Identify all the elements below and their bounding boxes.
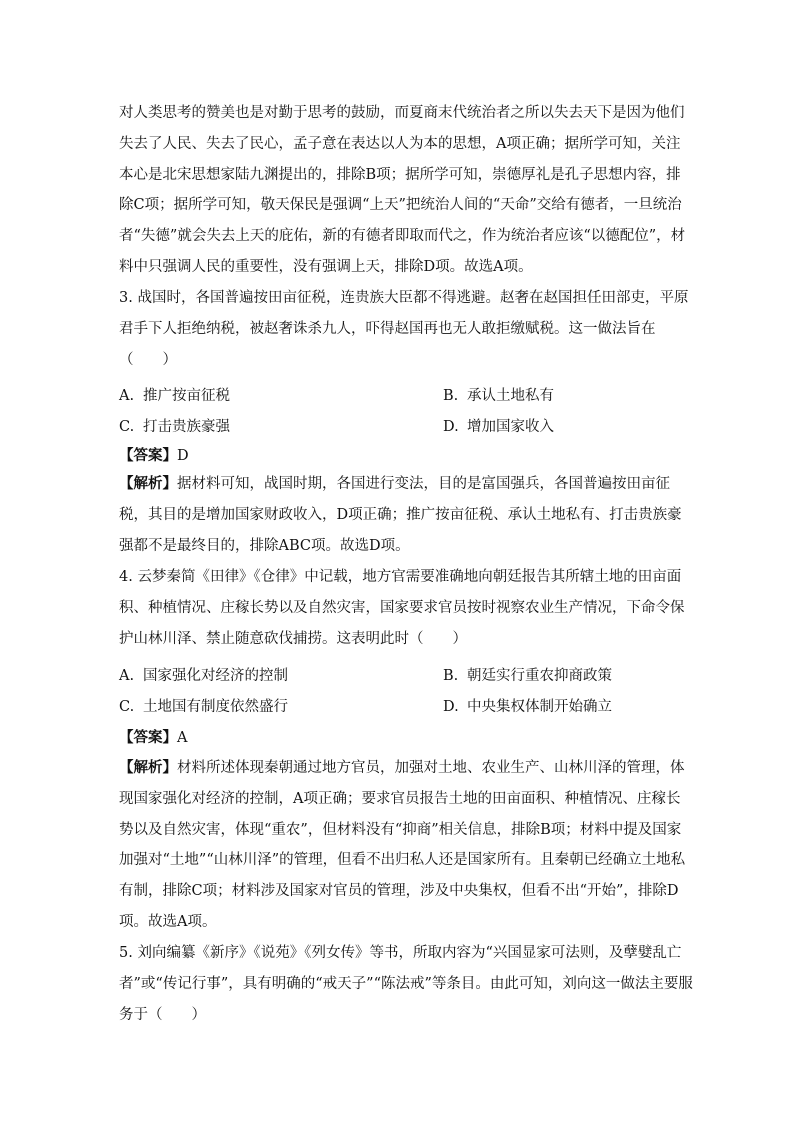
q3-answer bbox=[119, 444, 189, 465]
text-line: 者”或“传记行事”，具有明确的“戒天子”“陈法戒”等条目。由此可知，刘向这一做法主要服 bbox=[119, 975, 693, 992]
q4-option-a: A. 国家强化对经济的控制 bbox=[119, 668, 288, 684]
text-line: （ ） bbox=[119, 351, 177, 368]
text-line: 务于（ ） bbox=[119, 1006, 206, 1023]
q4-option-d: D. 中央集权体制开始确立 bbox=[443, 699, 612, 715]
text-line: 强都不是最终目的，排除ABC项。故选D项。 bbox=[119, 537, 410, 554]
text-line: 对人类思考的赞美也是对勤于思考的鼓励，而夏商末代统治者之所以失去天下是因为他们 bbox=[119, 105, 685, 121]
text-line: 者“失德”就会失去上天的庇佑，新的有德者即取而代之，作为统治者应该“以德配位”，材 bbox=[119, 228, 686, 245]
q3-analysis bbox=[119, 469, 682, 561]
q3-option-b: B. 承认土地私有 bbox=[443, 388, 554, 404]
q4-option-c: C. 土地国有制度依然盛行 bbox=[119, 699, 288, 715]
text-line: 加强对“土地”“山林川泽”的管理，但看不出归私人还是国家所有。且秦朝已经确立土地私 bbox=[119, 852, 686, 869]
text-line: 5. 刘向编纂《新序》《说苑》《列女传》等书，所取内容为“兴国显家可法则，及孽嬖乱亡 bbox=[119, 945, 682, 961]
answer-value: D bbox=[177, 448, 189, 464]
analysis-tag: 【解析】 bbox=[119, 475, 177, 492]
text-line: 有制，排除C项；材料涉及国家对官员的管理，涉及中央集权，但看不出“开始”，排除D bbox=[119, 883, 679, 900]
q4-answer bbox=[119, 726, 187, 747]
text-line: 税，其目的是增加国家财政收入，D项正确；推广按亩征税、承认土地私有、打击贵族豪 bbox=[119, 506, 682, 523]
text-line: 除C项；据所学可知，敬天保民是强调“上天”把统治人间的“天命”交给有德者，一旦统治 bbox=[119, 197, 682, 214]
q3-option-d: D. 增加国家收入 bbox=[443, 419, 554, 435]
text-line: 【解析】材料所述体现秦朝通过地方官员，加强对土地、农业生产、山林川泽的管理，体 bbox=[119, 759, 685, 776]
q3-option-a: A. 推广按亩征税 bbox=[119, 388, 230, 404]
q4-option-b: B. 朝廷实行重农抑商政策 bbox=[443, 668, 612, 684]
q2-analysis-continuation bbox=[119, 98, 686, 283]
question-5-stem bbox=[119, 938, 693, 1030]
question-3-stem bbox=[119, 283, 689, 375]
text-line: 积、种植情况、庄稼长势以及自然灾害，国家要求官员按时视察农业生产情况，下命令保 bbox=[119, 599, 685, 616]
question-4-stem bbox=[119, 562, 685, 654]
text-line: 失去了人民、失去了民心，孟子意在表达以人为本的思想，A项正确；据所学可知，关注 bbox=[119, 135, 681, 152]
answer-tag: 【答案】 bbox=[119, 729, 177, 746]
text-line: 料中只强调人民的重要性，没有强调上天，排除D项。故选A项。 bbox=[119, 258, 533, 275]
answer-tag: 【答案】 bbox=[119, 447, 177, 464]
analysis-tag: 【解析】 bbox=[119, 759, 177, 776]
answer-value: A bbox=[177, 730, 188, 746]
text-line: 君手下人拒绝纳税，被赵奢诛杀九人，吓得赵国再也无人敢拒缴赋税。这一做法旨在 bbox=[119, 320, 656, 337]
text-line: 护山林川泽、禁止随意砍伐捕捞。这表明此时（ ） bbox=[119, 630, 467, 647]
text-line: 势以及自然灾害，体现“重农”，但材料没有“抑商”相关信息，排除B项；材料中提及国家 bbox=[119, 821, 682, 838]
text-line: 3. 战国时，各国普遍按田亩征税，连贵族大臣都不得逃避。赵奢在赵国担任田部吏，平原 bbox=[119, 290, 689, 306]
text-line: 本心是北宋思想家陆九渊提出的，排除B项；据所学可知，崇德厚礼是孔子思想内容，排 bbox=[119, 166, 681, 183]
text-line: 现国家强化对经济的控制，A项正确；要求官员报告土地的田亩面积、种植情况、庄稼长 bbox=[119, 790, 681, 807]
text-line: 项。故选A项。 bbox=[119, 913, 217, 930]
q4-analysis bbox=[119, 753, 686, 938]
text-line: 【解析】据材料可知，战国时期，各国进行变法，目的是富国强兵，各国普遍按田亩征 bbox=[119, 475, 670, 492]
text-line: 4. 云梦秦简《田律》《仓律》中记载，地方官需要准确地向朝廷报告其所辖土地的田亩面 bbox=[119, 569, 682, 585]
q3-option-c: C. 打击贵族豪强 bbox=[119, 419, 230, 435]
